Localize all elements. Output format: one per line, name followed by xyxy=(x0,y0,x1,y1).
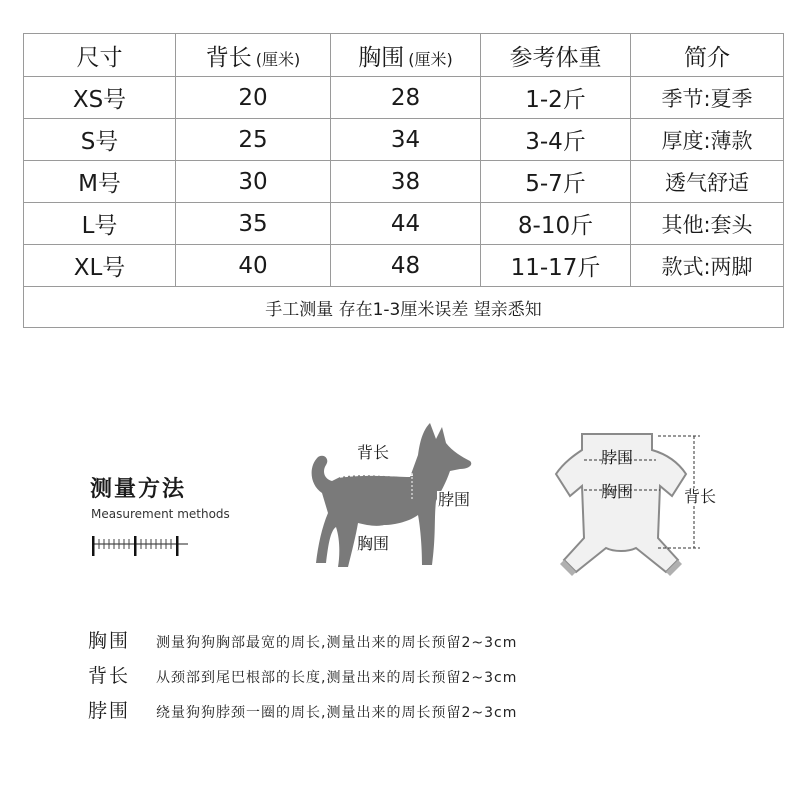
table-row xyxy=(24,77,784,119)
suit-neck-label: 脖围 xyxy=(601,448,634,467)
cell-size: M号 xyxy=(24,161,176,203)
dog-neck-label: 脖围 xyxy=(438,490,471,509)
cell-back: 30 xyxy=(176,161,331,203)
definition-back-length xyxy=(88,661,517,688)
table-note-row xyxy=(24,287,784,328)
definition-text: 测量狗狗胸部最宽的周长,测量出来的周长预留2~3cm xyxy=(156,635,518,651)
cell-chest: 44 xyxy=(331,203,481,245)
cell-chest: 48 xyxy=(331,245,481,287)
cell-back: 20 xyxy=(176,77,331,119)
method-title: 测量方法 xyxy=(90,477,187,502)
definition-term: 脖围 xyxy=(88,700,131,722)
header-back-unit: (厘米) xyxy=(255,49,301,69)
cell-intro: 厚度:薄款 xyxy=(631,119,784,161)
cell-intro: 季节:夏季 xyxy=(631,77,784,119)
dog-chest-label: 胸围 xyxy=(357,534,390,553)
header-chest-label: 胸围 xyxy=(358,44,405,71)
header-back-label: 背长 xyxy=(205,44,252,71)
method-subtitle: Measurement methods xyxy=(91,507,230,521)
table-row xyxy=(24,161,784,203)
cell-weight: 1-2斤 xyxy=(481,77,631,119)
table-row xyxy=(24,119,784,161)
cell-chest: 34 xyxy=(331,119,481,161)
suit-chest-label: 胸围 xyxy=(601,482,634,501)
cell-size: XL号 xyxy=(24,245,176,287)
cell-intro: 其他:套头 xyxy=(631,203,784,245)
dog-back-label: 背长 xyxy=(357,443,390,462)
cell-weight: 3-4斤 xyxy=(481,119,631,161)
cell-weight: 11-17斤 xyxy=(481,245,631,287)
definition-term: 胸围 xyxy=(88,630,131,652)
table-row xyxy=(24,203,784,245)
cell-back: 25 xyxy=(176,119,331,161)
ruler-icon xyxy=(90,530,190,558)
cell-weight: 8-10斤 xyxy=(481,203,631,245)
definition-chest xyxy=(88,626,517,653)
cell-back: 35 xyxy=(176,203,331,245)
header-size: 尺寸 xyxy=(24,34,176,77)
cell-chest: 38 xyxy=(331,161,481,203)
cell-size: L号 xyxy=(24,203,176,245)
cell-size: S号 xyxy=(24,119,176,161)
header-back-length xyxy=(176,34,331,77)
suit-back-label: 背长 xyxy=(684,487,717,506)
table-header-row xyxy=(24,34,784,77)
header-chest-unit: (厘米) xyxy=(408,49,453,69)
header-intro: 简介 xyxy=(631,34,784,77)
cell-chest: 28 xyxy=(331,77,481,119)
definition-text: 从颈部到尾巴根部的长度,测量出来的周长预留2~3cm xyxy=(156,670,518,686)
definition-term: 背长 xyxy=(88,665,131,687)
header-weight: 参考体重 xyxy=(481,34,631,77)
size-table xyxy=(23,33,784,328)
cell-back: 40 xyxy=(176,245,331,287)
definition-text: 绕量狗狗脖颈一圈的周长,测量出来的周长预留2~3cm xyxy=(156,705,518,721)
definition-neck xyxy=(88,696,517,723)
header-chest xyxy=(331,34,481,77)
cell-size: XS号 xyxy=(24,77,176,119)
cell-intro: 款式:两脚 xyxy=(631,245,784,287)
cell-weight: 5-7斤 xyxy=(481,161,631,203)
measurement-error-note: 手工测量 存在1-3厘米误差 望亲悉知 xyxy=(24,287,784,328)
cell-intro: 透气舒适 xyxy=(631,161,784,203)
table-row xyxy=(24,245,784,287)
